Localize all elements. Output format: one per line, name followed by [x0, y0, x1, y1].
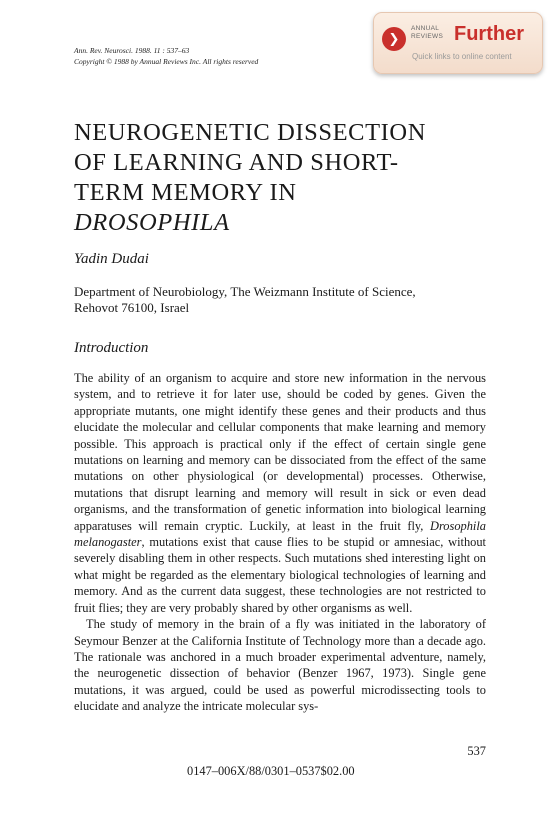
- title-line: NEUROGENETIC DISSECTION: [74, 119, 427, 146]
- paragraph-text: The ability of an organism to acquire and store new information in the nervous system, and to retrieve it for later use, should be coded by genes. Given the appropriate mutants, one might identify these genes and their products and thus elucidate the molecular and cellular components that make learning and memory possible. This approach is practical only if the effect of certain single gene mutations on learning and memory can be dissociated from the effect of the same mutations on other physiological (or developmental) processes. Otherwise, mutations that disrupt learning and memory will result in sick or even dead organisms, and the transformation of genetic information into biological learning apparatuses will remain cryptic. Luckily, at least in the fruit fly,: [74, 371, 486, 533]
- annual-reviews-further-badge[interactable]: [373, 12, 543, 74]
- badge-further-label: Further: [454, 23, 524, 45]
- section-heading: Introduction: [74, 340, 149, 356]
- page-number: 537: [467, 744, 486, 758]
- journal-citation-line: Ann. Rev. Neurosci. 1988. 11 : 537–63: [74, 46, 190, 55]
- article-title: [74, 118, 426, 238]
- author-affiliation: [74, 284, 474, 316]
- paragraph-text: , mutations exist that cause flies to be stupid or amnesiac, without severely disabling them in other respects. Such mutations shed interesting light on what might be regarded as the elementary biological technologies of learning and memory. And as the current data suggest, these technologies are not restricted to fruit flies; they are very probably shared by other organisms as well.: [74, 535, 486, 615]
- affiliation-line: Rehovot 76100, Israel: [74, 300, 190, 315]
- article-code: 0147–006X/88/0301–0537$02.00: [187, 764, 355, 778]
- title-line: OF LEARNING AND SHORT-: [74, 149, 399, 176]
- author-name: Yadin Dudai: [74, 251, 149, 267]
- badge-annual-label: ANNUAL: [411, 25, 440, 32]
- paragraph: [74, 370, 486, 616]
- title-line: TERM MEMORY IN: [74, 179, 297, 206]
- paragraph: The study of memory in the brain of a fly was initiated in the laboratory of Seymour Benzer at the California Institute of Technology more than a decade ago. The rationale was anchored in a much broader experimental adventure, namely, the neurogenetic dissection of behavior (Benzer 1967, 1973). Single gene mutations, it was argued, could be used as powerful microdissecting tools to elucidate and analyze the intricate molecular sys-: [74, 617, 486, 714]
- badge-reviews-label: REVIEWS: [411, 32, 444, 40]
- annual-reviews-logo-icon: ❯: [382, 27, 406, 51]
- affiliation-line: Department of Neurobiology, The Weizmann Institute of Science,: [74, 284, 416, 299]
- species-name: Drosophila melanogaster: [74, 518, 486, 550]
- body-text: [74, 370, 486, 715]
- journal-citation: [74, 45, 258, 67]
- badge-publisher: [411, 25, 443, 40]
- badge-subtitle: Quick links to online content: [412, 52, 512, 61]
- copyright-line: Copyright © 1988 by Annual Reviews Inc. All rights reserved: [74, 57, 259, 66]
- title-line-italic: DROSOPHILA: [74, 209, 230, 236]
